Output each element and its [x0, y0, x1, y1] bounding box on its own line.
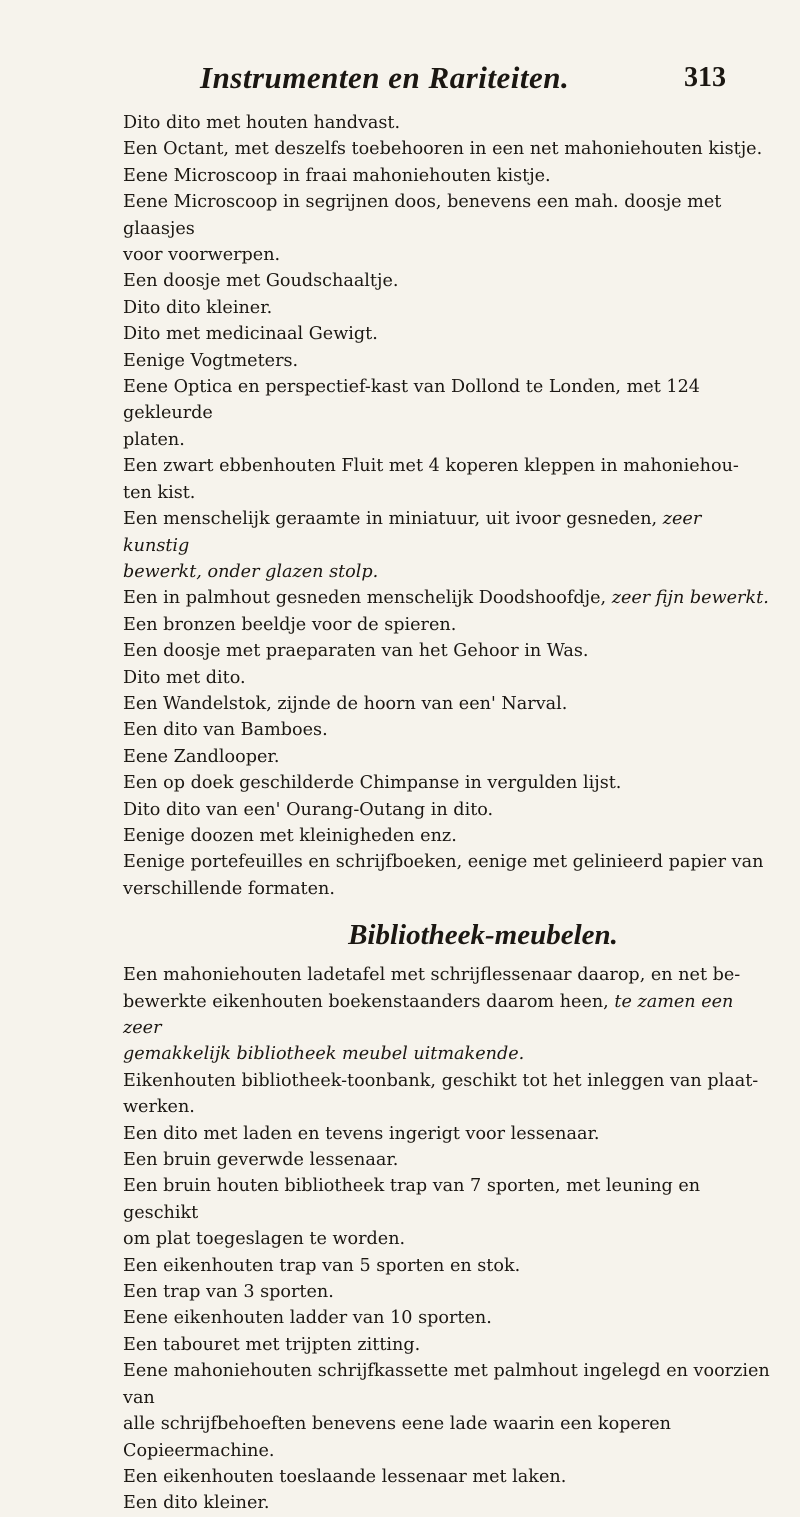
entry-continuation: voor voorwerpen.: [123, 245, 281, 266]
list-item: [123, 189, 773, 268]
list-item: [123, 638, 773, 664]
entry-text: Dito dito met houten handvast.: [123, 113, 401, 133]
entry-text: Een menschelijk geraamte in miniatuur, uit ivoor gesneden,: [123, 509, 658, 530]
list-item: [123, 163, 773, 189]
entry-text: Een in palmhout gesneden menschelijk Doodshoofdje,: [123, 588, 607, 609]
entry-text: Een zwart ebbenhouten Fluit met 4 koperen kleppen in mahoniehou-: [123, 456, 739, 477]
entry-text: Een trap van 3 sporten.: [123, 1282, 334, 1303]
entry-italic: bewerkt,: [123, 561, 202, 582]
list-item: [123, 1332, 773, 1358]
list-item: [123, 295, 773, 321]
list-item: [123, 823, 773, 849]
entry-text: Een bronzen beeldje voor de spieren.: [123, 614, 457, 635]
entry-text: Een eikenhouten toeslaande lessenaar met laken.: [123, 1466, 567, 1487]
list-item: [123, 1490, 773, 1516]
page-number: 313: [684, 62, 726, 93]
entry-continuation: om plat toegeslagen te worden.: [123, 1229, 406, 1250]
running-title: Instrumenten en Rariteiten.: [200, 60, 570, 95]
entry-text: Een dito kleiner.: [123, 1493, 270, 1514]
entry-continuation: werken.: [123, 1097, 195, 1118]
list-item: [123, 1253, 773, 1279]
entry-text: Eikenhouten bibliotheek-toonbank, geschikt tot het inleggen van plaat-: [123, 1070, 759, 1091]
list-item: [123, 1068, 773, 1121]
list-item: [123, 1305, 773, 1331]
catalogue-text: [123, 110, 773, 1517]
list-item: [123, 797, 773, 823]
entry-text: Een dito van Bamboes.: [123, 720, 328, 741]
entry-text: Eenige doozen met kleinigheden enz.: [123, 825, 457, 846]
entry-text: Dito met dito.: [123, 667, 246, 688]
entry-text: Een Wandelstok, zijnde de hoorn van een' Narval.: [123, 693, 568, 714]
entry-text: Eene eikenhouten ladder van 10 sporten.: [123, 1308, 492, 1329]
list-item: [123, 110, 773, 136]
entry-text: Een op doek geschilderde Chimpanse in vergulden lijst.: [123, 773, 622, 794]
list-item: [123, 962, 773, 1068]
entry-text: Eene Zandlooper.: [123, 746, 280, 767]
list-item: [123, 321, 773, 347]
list-item: [123, 1358, 773, 1464]
list-item: [123, 348, 773, 374]
list-item: [123, 691, 773, 717]
entry-continuation: ten kist.: [123, 482, 196, 503]
entry-text: Dito met medicinaal Gewigt.: [123, 324, 378, 345]
entry-text: Eenige portefeuilles en schrijfboeken, eenige met gelinieerd papier van: [123, 852, 764, 873]
list-item: [123, 1147, 773, 1173]
entry-text: Een Octant, met deszelfs toebehooren in een net mahoniehouten kistje.: [123, 139, 763, 160]
entry-continuation: alle schrijfbehoeften benevens eene lade waarin een koperen Copieermachine.: [123, 1414, 671, 1461]
entry-italic: onder glazen stolp.: [207, 561, 379, 582]
entry-text: Een bruin houten bibliotheek trap van 7 sporten, met leuning en geschikt: [123, 1176, 701, 1223]
entry-text: Dito dito van een' Ourang-Outang in dito.: [123, 799, 494, 820]
entry-text: Dito dito kleiner.: [123, 297, 273, 318]
entry-text: Eene Microscoop in fraai mahoniehouten kistje.: [123, 165, 551, 186]
entry-text: Eene mahoniehouten schrijfkassette met palmhout ingelegd en voorzien van: [123, 1361, 770, 1408]
entry-text: Een dito met laden en tevens ingerigt voor lessenaar.: [123, 1123, 600, 1144]
list-item: [123, 1279, 773, 1305]
entry-continuation: verschillende formaten.: [123, 878, 335, 899]
entry-text: Een doosje met praeparaten van het Gehoor in Was.: [123, 641, 589, 662]
entry-text: Een doosje met Goudschaaltje.: [123, 271, 399, 292]
entry-continuation: platen.: [123, 429, 185, 450]
entry-text: Eene Microscoop in segrijnen doos, benevens een mah. doosje met glaasjes: [123, 192, 722, 239]
entry-text: Eenige Vogtmeters.: [123, 350, 299, 371]
list-item: [123, 1121, 773, 1147]
entry-italic: zeer fijn bewerkt.: [611, 588, 769, 609]
list-item: [123, 374, 773, 453]
list-item: [123, 744, 773, 770]
list-item: [123, 770, 773, 796]
entry-italic: gemakkelijk bibliotheek meubel uitmakende.: [123, 1044, 525, 1065]
list-item: [123, 849, 773, 902]
list-item: [123, 1464, 773, 1490]
entry-italic: zeer kunstig: [123, 509, 702, 556]
list-item: [123, 665, 773, 691]
list-item: [123, 453, 773, 506]
entry-text: Een tabouret met trijpten zitting.: [123, 1334, 421, 1355]
list-item: [123, 612, 773, 638]
list-item: [123, 585, 773, 611]
entry-text: Een bruin geverwde lessenaar.: [123, 1150, 399, 1171]
entry-text: Een mahoniehouten ladetafel met schrijflessenaar daarop, en net be-: [123, 965, 741, 986]
list-item: [123, 1173, 773, 1252]
list-item: [123, 506, 773, 585]
section-heading: Bibliotheek-meubelen.: [348, 919, 618, 952]
list-item: [123, 268, 773, 294]
list-item: [123, 136, 773, 162]
entry-text: Eene Optica en perspectief-kast van Dollond te Londen, met 124 gekleurde: [123, 377, 700, 424]
list-item: [123, 717, 773, 743]
entry-italic: te zamen een zeer: [123, 991, 734, 1038]
entry-continuation: bewerkte eikenhouten boekenstaanders daarom heen,: [123, 991, 609, 1012]
entry-text: Een eikenhouten trap van 5 sporten en stok.: [123, 1255, 521, 1276]
